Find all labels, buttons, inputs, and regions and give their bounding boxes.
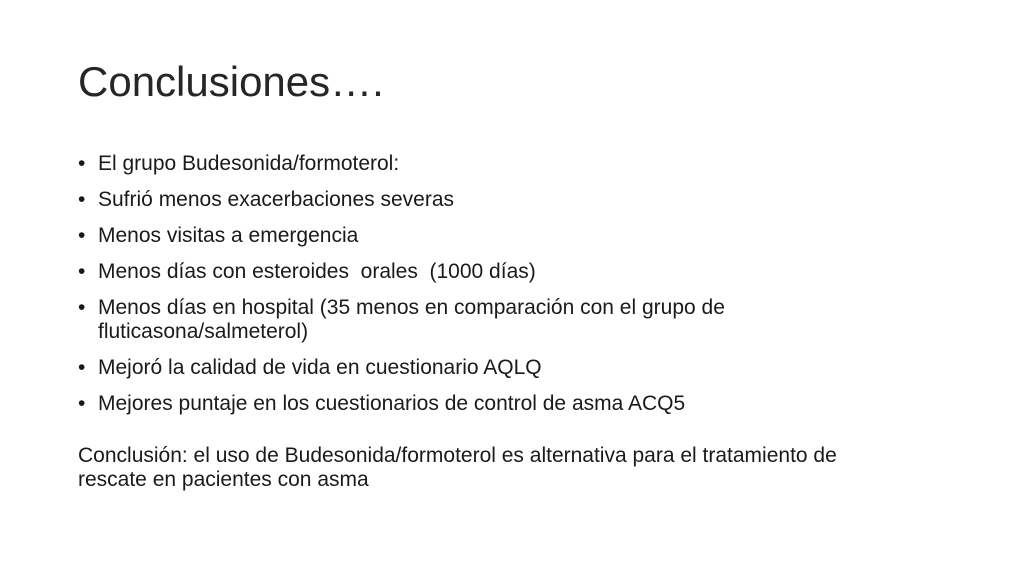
bullet-point-icon: •	[78, 392, 86, 415]
bullet-text: El grupo Budesonida/formoterol:	[98, 152, 400, 175]
bullet-point-icon: •	[78, 260, 86, 283]
bullet-text: Menos días con esteroides orales (1000 días)	[98, 260, 536, 283]
bullet-text: Mejoró la calidad de vida en cuestionario AQLQ	[98, 356, 542, 379]
bullet-text: Sufrió menos exacerbaciones severas	[98, 188, 455, 211]
bullet-point-icon: •	[78, 296, 86, 319]
bullet-point-icon: •	[78, 188, 86, 211]
conclusion-text: Conclusión: el uso de Budesonida/formoterol es alternativa para el tratamiento de rescate en pacientes con asma	[78, 444, 837, 491]
bullet-item	[78, 260, 898, 284]
bullet-point-icon: •	[78, 224, 86, 247]
bullet-point-icon: •	[78, 356, 86, 379]
bullet-item	[78, 152, 898, 176]
bullet-list	[78, 152, 898, 428]
bullet-item	[78, 224, 898, 248]
bullet-item	[78, 296, 898, 344]
bullet-text: Menos días en hospital (35 menos en comparación con el grupo de fluticasona/salmeterol)	[98, 296, 725, 343]
bullet-text: Mejores puntaje en los cuestionarios de control de asma ACQ5	[98, 392, 686, 415]
bullet-point-icon: •	[78, 152, 86, 175]
bullet-item	[78, 356, 898, 380]
bullet-item	[78, 188, 898, 212]
bullet-item	[78, 392, 898, 416]
slide-title: Conclusiones….	[78, 58, 384, 105]
bullet-text: Menos visitas a emergencia	[98, 224, 359, 247]
